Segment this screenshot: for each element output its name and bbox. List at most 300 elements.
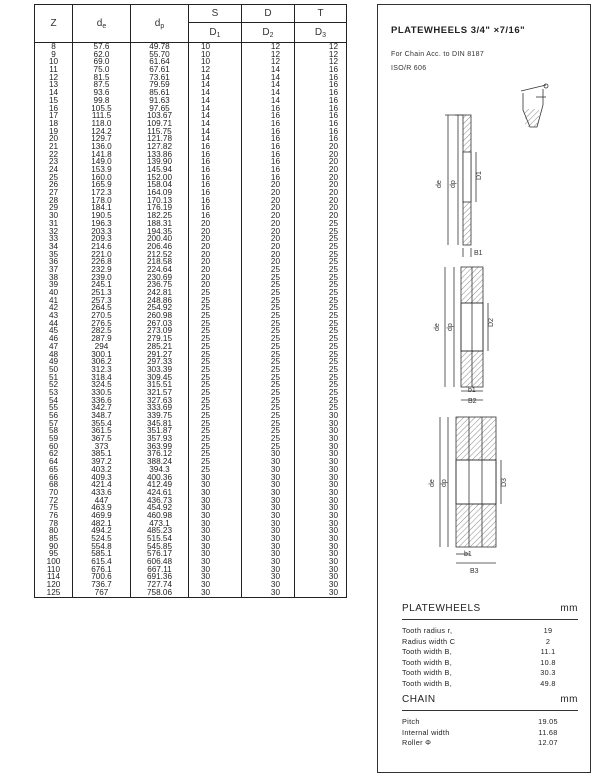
cell-de: 700.6 — [73, 573, 131, 581]
cell-dp: 460.98 — [131, 512, 189, 520]
cell-d3: 30 — [295, 589, 347, 597]
cell-d1: 25 — [189, 412, 242, 420]
table-row — [35, 151, 347, 159]
spec-label: Pitch — [402, 717, 420, 726]
cell-d2: 25 — [242, 443, 295, 451]
spec-value: 2 — [545, 636, 551, 646]
table-row — [35, 450, 347, 458]
cell-d3: 25 — [295, 374, 347, 382]
cell-de: 676.1 — [73, 566, 131, 574]
cell-z: 20 — [35, 135, 73, 143]
cell-z: 45 — [35, 327, 73, 335]
table-row — [35, 43, 347, 51]
cell-z: 32 — [35, 228, 73, 236]
table-row — [35, 474, 347, 482]
cell-z: 49 — [35, 358, 73, 366]
cell-d3: 12 — [295, 58, 347, 66]
cell-z: 56 — [35, 412, 73, 420]
cell-dp: 109.71 — [131, 120, 189, 128]
cell-de: 554.8 — [73, 543, 131, 551]
cell-d3: 25 — [295, 251, 347, 259]
cell-z: 46 — [35, 335, 73, 343]
cell-d1: 14 — [189, 97, 242, 105]
cell-dp: 121.78 — [131, 135, 189, 143]
cell-d2: 25 — [242, 404, 295, 412]
cell-d1: 10 — [189, 51, 242, 59]
cell-de: 178.0 — [73, 197, 131, 205]
chain-standard-text: For Chain Acc. to DIN 8187 — [391, 51, 485, 58]
cell-d3: 25 — [295, 235, 347, 243]
cell-d2: 30 — [242, 589, 295, 597]
cell-de: 482.1 — [73, 520, 131, 528]
cell-d3: 16 — [295, 112, 347, 120]
table-row — [35, 243, 347, 251]
cell-d3: 20 — [295, 151, 347, 159]
cell-d2: 20 — [242, 197, 295, 205]
cell-d1: 16 — [189, 158, 242, 166]
cell-d3: 25 — [295, 243, 347, 251]
cell-d3: 25 — [295, 404, 347, 412]
cell-dp: 297.33 — [131, 358, 189, 366]
cell-d1: 25 — [189, 304, 242, 312]
cell-d3: 30 — [295, 581, 347, 589]
cell-d1: 30 — [189, 520, 242, 528]
cell-dp: 727.74 — [131, 581, 189, 589]
table-row — [35, 374, 347, 382]
cell-dp: 254.92 — [131, 304, 189, 312]
cell-d1: 30 — [189, 489, 242, 497]
header-t: T — [295, 5, 347, 23]
cell-dp: 279.15 — [131, 335, 189, 343]
spec-value: 11.1 — [540, 647, 556, 656]
cell-dp: 139.90 — [131, 158, 189, 166]
cell-z: 15 — [35, 97, 73, 105]
cell-d1: 14 — [189, 74, 242, 82]
cell-z: 24 — [35, 166, 73, 174]
cell-z: 41 — [35, 297, 73, 305]
cell-z: 60 — [35, 443, 73, 451]
label-dp-2: dp — [447, 323, 454, 331]
cell-dp: 224.64 — [131, 266, 189, 274]
cell-d2: 25 — [242, 274, 295, 282]
cell-d2: 25 — [242, 289, 295, 297]
cell-d2: 25 — [242, 420, 295, 428]
cell-d1: 25 — [189, 335, 242, 343]
cell-d2: 30 — [242, 581, 295, 589]
cell-d3: 20 — [295, 181, 347, 189]
cell-d1: 30 — [189, 543, 242, 551]
cell-d3: 30 — [295, 573, 347, 581]
cell-d2: 25 — [242, 366, 295, 374]
cell-de: 214.6 — [73, 243, 131, 251]
cell-dp: 55.70 — [131, 51, 189, 59]
cell-d2: 12 — [242, 51, 295, 59]
table-row — [35, 335, 347, 343]
cell-d3: 25 — [295, 297, 347, 305]
table-row — [35, 320, 347, 328]
cell-dp: 291.27 — [131, 351, 189, 359]
cell-de: 232.9 — [73, 266, 131, 274]
cell-d2: 20 — [242, 228, 295, 236]
cell-z: 120 — [35, 581, 73, 589]
cell-d3: 25 — [295, 335, 347, 343]
cell-d1: 14 — [189, 81, 242, 89]
table-row — [35, 228, 347, 236]
table-row — [35, 112, 347, 120]
cell-dp: 485.23 — [131, 527, 189, 535]
cell-de: 736.7 — [73, 581, 131, 589]
cell-dp: 454.92 — [131, 504, 189, 512]
spec-value: 11.68 — [538, 727, 558, 737]
cell-de: 160.0 — [73, 174, 131, 182]
cell-d3: 20 — [295, 212, 347, 220]
cell-d1: 30 — [189, 535, 242, 543]
cell-d3: 16 — [295, 97, 347, 105]
table-row — [35, 304, 347, 312]
cell-dp: 576.17 — [131, 550, 189, 558]
label-de-1: de — [436, 180, 443, 188]
cell-d3: 25 — [295, 343, 347, 351]
cell-d3: 30 — [295, 412, 347, 420]
cell-d1: 12 — [189, 66, 242, 74]
cell-d1: 16 — [189, 151, 242, 159]
cell-z: 18 — [35, 120, 73, 128]
platewheels-spec-row — [402, 668, 578, 679]
cell-d1: 20 — [189, 243, 242, 251]
cell-d2: 16 — [242, 135, 295, 143]
cell-de: 524.5 — [73, 535, 131, 543]
cell-d1: 25 — [189, 289, 242, 297]
table-row — [35, 435, 347, 443]
table-row — [35, 512, 347, 520]
cell-dp: 285.21 — [131, 343, 189, 351]
cell-d3: 20 — [295, 197, 347, 205]
cell-dp: 260.98 — [131, 312, 189, 320]
cell-z: 12 — [35, 74, 73, 82]
cell-d2: 20 — [242, 212, 295, 220]
cell-d2: 30 — [242, 550, 295, 558]
cell-d3: 20 — [295, 204, 347, 212]
cell-z: 21 — [35, 143, 73, 151]
cell-z: 54 — [35, 397, 73, 405]
cell-de: 287.9 — [73, 335, 131, 343]
spec-label: Roller Φ — [402, 738, 432, 747]
cell-de: 221.0 — [73, 251, 131, 259]
cell-d3: 30 — [295, 566, 347, 574]
table-row — [35, 289, 347, 297]
cell-de: 226.8 — [73, 258, 131, 266]
cell-de: 361.5 — [73, 427, 131, 435]
platewheels-spec — [402, 603, 578, 689]
cell-z: 100 — [35, 558, 73, 566]
cell-d3: 20 — [295, 189, 347, 197]
cell-d1: 25 — [189, 435, 242, 443]
table-row — [35, 381, 347, 389]
cell-de: 165.9 — [73, 181, 131, 189]
cell-dp: 333.69 — [131, 404, 189, 412]
cell-de: 373 — [73, 443, 131, 451]
cell-dp: 242.81 — [131, 289, 189, 297]
cell-d1: 20 — [189, 251, 242, 259]
table-row — [35, 251, 347, 259]
cell-d3: 25 — [295, 228, 347, 236]
cell-d1: 30 — [189, 497, 242, 505]
cell-de: 312.3 — [73, 366, 131, 374]
cell-d1: 25 — [189, 381, 242, 389]
cell-z: 48 — [35, 351, 73, 359]
spec-label: Tooth width B, — [402, 668, 453, 677]
cell-z: 36 — [35, 258, 73, 266]
platewheels-spec-row — [402, 637, 578, 648]
cell-d3: 30 — [295, 543, 347, 551]
chain-spec-row — [402, 728, 578, 739]
cell-z: 27 — [35, 189, 73, 197]
cell-dp: 248.86 — [131, 297, 189, 305]
cell-z: 75 — [35, 504, 73, 512]
cell-d2: 30 — [242, 474, 295, 482]
cell-de: 172.3 — [73, 189, 131, 197]
cell-d2: 25 — [242, 435, 295, 443]
cell-de: 124.2 — [73, 128, 131, 136]
cell-z: 17 — [35, 112, 73, 120]
cell-d1: 30 — [189, 527, 242, 535]
cell-d2: 20 — [242, 251, 295, 259]
table-row — [35, 589, 347, 597]
table-row — [35, 297, 347, 305]
table-row — [35, 81, 347, 89]
cell-de: 409.3 — [73, 474, 131, 482]
cell-z: 70 — [35, 489, 73, 497]
cell-z: 95 — [35, 550, 73, 558]
cell-z: 80 — [35, 527, 73, 535]
cell-de: 81.5 — [73, 74, 131, 82]
cell-dp: 200.40 — [131, 235, 189, 243]
chain-spec-row — [402, 717, 578, 728]
cell-z: 31 — [35, 220, 73, 228]
cell-d1: 16 — [189, 204, 242, 212]
cell-de: 433.6 — [73, 489, 131, 497]
cell-d2: 30 — [242, 481, 295, 489]
cell-dp: 321.57 — [131, 389, 189, 397]
table-row — [35, 105, 347, 113]
cell-z: 8 — [35, 43, 73, 51]
table-row — [35, 420, 347, 428]
cell-z: 125 — [35, 589, 73, 597]
cell-d2: 25 — [242, 374, 295, 382]
platewheels-unit: mm — [560, 603, 578, 614]
cell-dp: 91.63 — [131, 97, 189, 105]
cell-de: 93.6 — [73, 89, 131, 97]
cell-z: 78 — [35, 520, 73, 528]
cell-d3: 25 — [295, 258, 347, 266]
cell-de: 294 — [73, 343, 131, 351]
label-d1: D1 — [476, 171, 483, 180]
cell-d2: 14 — [242, 97, 295, 105]
cell-dp: 85.61 — [131, 89, 189, 97]
cell-z: 44 — [35, 320, 73, 328]
cell-d3: 30 — [295, 474, 347, 482]
spec-value: 49.8 — [540, 678, 556, 688]
cell-d1: 16 — [189, 166, 242, 174]
cell-d1: 10 — [189, 43, 242, 51]
table-row — [35, 458, 347, 466]
cell-dp: 133.86 — [131, 151, 189, 159]
cell-dp: 339.75 — [131, 412, 189, 420]
tooth-profile-detail — [521, 84, 548, 127]
cell-d2: 25 — [242, 343, 295, 351]
header-de: $d_e$ — [73, 5, 131, 43]
cell-de: 318.4 — [73, 374, 131, 382]
cell-d3: 16 — [295, 66, 347, 74]
cell-d1: 25 — [189, 343, 242, 351]
cell-z: 29 — [35, 204, 73, 212]
cell-d2: 30 — [242, 458, 295, 466]
cell-dp: 267.03 — [131, 320, 189, 328]
spec-value: 19 — [543, 626, 553, 635]
table-row — [35, 66, 347, 74]
cell-d3: 25 — [295, 366, 347, 374]
cell-dp: 388.24 — [131, 458, 189, 466]
cell-d2: 25 — [242, 351, 295, 359]
cell-z: 30 — [35, 212, 73, 220]
cell-de: 62.0 — [73, 51, 131, 59]
cell-d1: 25 — [189, 427, 242, 435]
spec-label: Internal width — [402, 727, 450, 737]
sprocket-dimensions-table — [34, 4, 347, 598]
cell-d1: 30 — [189, 481, 242, 489]
table-row — [35, 158, 347, 166]
cell-z: 59 — [35, 435, 73, 443]
table-row — [35, 258, 347, 266]
cell-dp: 218.58 — [131, 258, 189, 266]
cell-dp: 376.12 — [131, 450, 189, 458]
cell-d2: 30 — [242, 512, 295, 520]
table-row — [35, 412, 347, 420]
cell-d2: 20 — [242, 189, 295, 197]
cell-de: 184.1 — [73, 204, 131, 212]
table-row — [35, 404, 347, 412]
cell-dp: 67.61 — [131, 66, 189, 74]
cell-dp: 127.82 — [131, 143, 189, 151]
header-d: D — [242, 5, 295, 23]
cell-de: 276.5 — [73, 320, 131, 328]
cell-d3: 30 — [295, 504, 347, 512]
table-row — [35, 550, 347, 558]
panel-title: PLATEWHEELS 3/4" ×7/16" — [391, 25, 526, 36]
cell-d3: 25 — [295, 320, 347, 328]
specification-panel — [377, 4, 591, 773]
cell-d1: 16 — [189, 212, 242, 220]
table-row — [35, 58, 347, 66]
table-row — [35, 543, 347, 551]
cell-dp: 394.3 — [131, 466, 189, 474]
cell-d2: 25 — [242, 397, 295, 405]
cell-d3: 30 — [295, 527, 347, 535]
table-row — [35, 443, 347, 451]
label-de-3: de — [429, 479, 436, 487]
cell-dp: 103.67 — [131, 112, 189, 120]
cell-de: 463.9 — [73, 504, 131, 512]
cell-d1: 14 — [189, 105, 242, 113]
cell-d2: 25 — [242, 312, 295, 320]
cell-de: 87.5 — [73, 81, 131, 89]
label-d3: D3 — [501, 478, 508, 487]
cell-de: 270.5 — [73, 312, 131, 320]
cell-d1: 25 — [189, 297, 242, 305]
cell-d3: 16 — [295, 81, 347, 89]
cell-d3: 30 — [295, 427, 347, 435]
cell-dp: 400.36 — [131, 474, 189, 482]
spec-value: 19.05 — [538, 717, 558, 726]
cell-dp: 424.61 — [131, 489, 189, 497]
label-d2: D2 — [488, 318, 495, 327]
cell-dp: 61.64 — [131, 58, 189, 66]
cell-d1: 20 — [189, 258, 242, 266]
cell-d2: 12 — [242, 43, 295, 51]
cell-dp: 309.45 — [131, 374, 189, 382]
platewheels-spec-row — [402, 658, 578, 669]
cell-d1: 16 — [189, 181, 242, 189]
cell-d1: 25 — [189, 420, 242, 428]
cell-d3: 20 — [295, 158, 347, 166]
table-row — [35, 427, 347, 435]
cell-d2: 12 — [242, 58, 295, 66]
cell-dp: 303.39 — [131, 366, 189, 374]
cell-dp: 758.06 — [131, 589, 189, 597]
cell-d3: 20 — [295, 174, 347, 182]
cell-d3: 25 — [295, 381, 347, 389]
cell-dp: 345.81 — [131, 420, 189, 428]
cell-z: 33 — [35, 235, 73, 243]
cell-de: 75.0 — [73, 66, 131, 74]
table-row — [35, 397, 347, 405]
table-row — [35, 358, 347, 366]
spec-label: Radius width C — [402, 636, 456, 646]
cell-d2: 30 — [242, 450, 295, 458]
table-row — [35, 204, 347, 212]
cell-d1: 25 — [189, 458, 242, 466]
header-d1: $D_1$ — [189, 23, 242, 43]
cell-de: 348.7 — [73, 412, 131, 420]
table-row — [35, 497, 347, 505]
cell-z: 23 — [35, 158, 73, 166]
cell-d3: 25 — [295, 351, 347, 359]
cell-de: 767 — [73, 589, 131, 597]
cell-de: 141.8 — [73, 151, 131, 159]
table-row — [35, 481, 347, 489]
cell-dp: 667.11 — [131, 566, 189, 574]
cell-d1: 14 — [189, 112, 242, 120]
cell-z: 58 — [35, 427, 73, 435]
cell-d1: 25 — [189, 404, 242, 412]
cell-dp: 182.25 — [131, 212, 189, 220]
label-dp-3: dp — [441, 479, 448, 487]
cell-d1: 30 — [189, 581, 242, 589]
label-b1-triplex: b1 — [464, 551, 472, 558]
cell-d1: 25 — [189, 389, 242, 397]
chain-spec-row — [402, 738, 578, 749]
table-row — [35, 520, 347, 528]
cell-d3: 12 — [295, 51, 347, 59]
cell-de: 129.7 — [73, 135, 131, 143]
spec-label: Tooth radius r, — [402, 626, 453, 635]
table-row — [35, 312, 347, 320]
cell-d1: 30 — [189, 589, 242, 597]
table-row — [35, 566, 347, 574]
label-b1-upper: B1 — [474, 250, 483, 257]
table-row — [35, 74, 347, 82]
table-row — [35, 281, 347, 289]
